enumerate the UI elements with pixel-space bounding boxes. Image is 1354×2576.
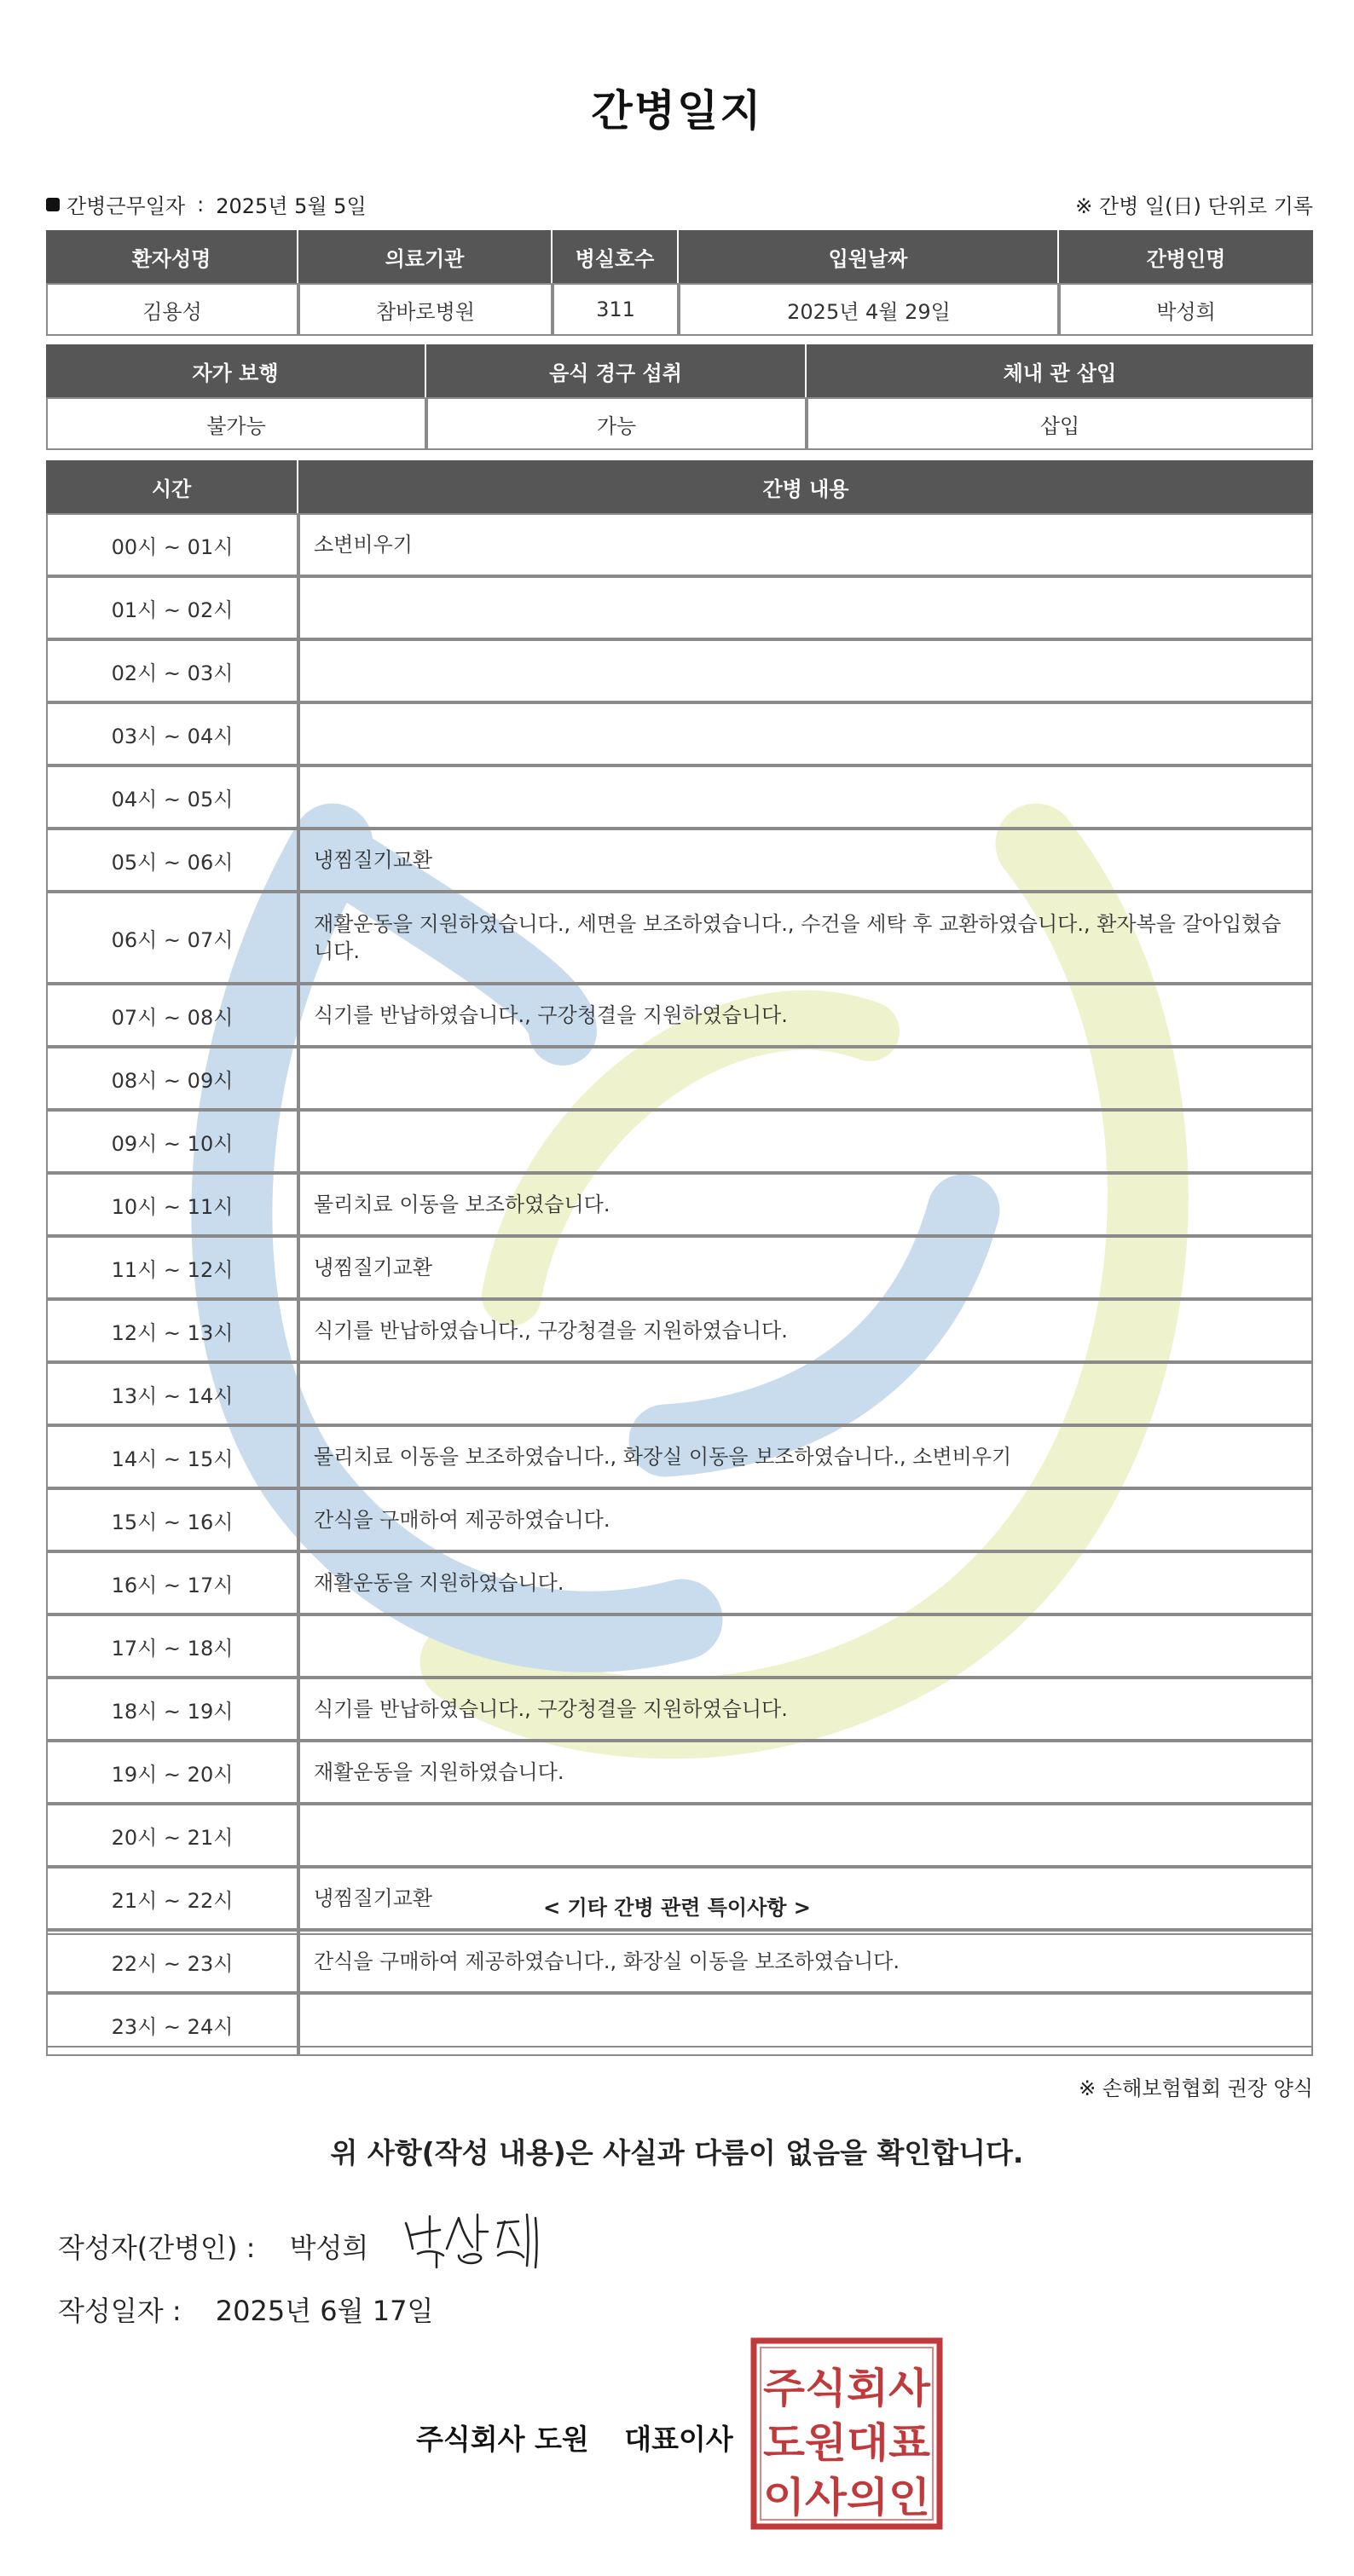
time-slot: 20시 ~ 21시 (46, 1804, 298, 1867)
duty-date-label: 간병근무일자 (67, 194, 186, 218)
table-row (46, 1362, 1313, 1425)
page-title: 간병일지 (591, 86, 763, 136)
header-oral-intake: 음식 경구 섭취 (426, 344, 807, 397)
oral-intake-value: 가능 (426, 397, 807, 450)
care-content (298, 576, 1313, 639)
care-log-body (46, 513, 1313, 2056)
time-slot: 18시 ~ 19시 (46, 1678, 298, 1741)
care-content (298, 1362, 1313, 1425)
table-row (46, 513, 1313, 576)
svg-text:주식회사: 주식회사 (763, 2365, 931, 2412)
table-row (46, 1741, 1313, 1804)
header-time: 시간 (46, 460, 298, 513)
time-slot: 19시 ~ 20시 (46, 1741, 298, 1804)
care-content: 식기를 반납하였습니다., 구강청결을 지원하였습니다. (298, 1678, 1313, 1741)
writer-label: 작성자(간병인) : (58, 2232, 256, 2264)
table-row (46, 1425, 1313, 1488)
time-slot: 16시 ~ 17시 (46, 1551, 298, 1614)
duty-date-separator: : (197, 192, 205, 217)
time-slot: 11시 ~ 12시 (46, 1236, 298, 1299)
time-slot: 03시 ~ 04시 (46, 702, 298, 765)
company-role: 대표이사 (624, 2423, 733, 2456)
care-content (298, 639, 1313, 702)
svg-text:이사의인: 이사의인 (763, 2474, 930, 2521)
handwritten-signature (399, 2206, 561, 2274)
confirmation-statement: 위 사항(작성 내용)은 사실과 다름이 없음을 확인합니다. (330, 2136, 1024, 2169)
table-row (46, 576, 1313, 639)
care-content: 소변비우기 (298, 513, 1313, 576)
time-slot: 05시 ~ 06시 (46, 829, 298, 892)
care-content (298, 1110, 1313, 1173)
table-row (46, 765, 1313, 829)
care-content: 물리치료 이동을 보조하였습니다. (298, 1173, 1313, 1236)
care-content: 냉찜질기교환 (298, 829, 1313, 892)
care-log-table (46, 460, 1313, 2056)
duty-date-row (46, 189, 367, 219)
care-content: 재활운동을 지원하였습니다., 세면을 보조하였습니다., 수건을 세탁 후 교환하였습니다., 환자복을 갈아입혔습니다. (298, 892, 1313, 984)
company-seal-stamp (750, 2337, 943, 2530)
care-content: 냉찜질기교환 (298, 1867, 1313, 1930)
time-slot: 14시 ~ 15시 (46, 1425, 298, 1488)
table-row (46, 1110, 1313, 1173)
tube-insertion-value: 삽입 (807, 397, 1313, 450)
record-unit-note: ※ 간병 일(日) 단위로 기록 (1075, 194, 1313, 218)
time-slot: 04시 ~ 05시 (46, 765, 298, 829)
table-row (46, 1678, 1313, 1741)
company-name: 주식회사 도원 (416, 2423, 589, 2456)
time-slot: 13시 ~ 14시 (46, 1362, 298, 1425)
write-date-row (58, 2290, 433, 2329)
time-slot: 00시 ~ 01시 (46, 513, 298, 576)
svg-text:도원대표: 도원대표 (763, 2419, 931, 2467)
care-content: 간식을 구매하여 제공하였습니다., 화장실 이동을 보조하였습니다. (298, 1930, 1313, 1993)
patient-status-table (46, 344, 1313, 450)
care-content (298, 1804, 1313, 1867)
time-slot: 10시 ~ 11시 (46, 1173, 298, 1236)
header-hospital: 의료기관 (298, 230, 553, 283)
time-slot: 02시 ~ 03시 (46, 639, 298, 702)
status-header-row (46, 344, 1313, 397)
table-row (46, 1236, 1313, 1299)
care-content: 재활운동을 지원하였습니다. (298, 1551, 1313, 1614)
table-row (46, 1551, 1313, 1614)
time-slot: 01시 ~ 02시 (46, 576, 298, 639)
header-care-content: 간병 내용 (298, 460, 1313, 513)
header-room-number: 병실호수 (553, 230, 679, 283)
walking-value: 불가능 (46, 397, 426, 450)
recommended-form-note: ※ 손해보험협회 권장 양식 (1079, 2076, 1313, 2100)
write-date-value: 2025년 6월 17일 (215, 2295, 434, 2327)
square-bullet-icon (46, 198, 60, 211)
write-date-label: 작성일자 : (58, 2295, 182, 2327)
table-row (46, 892, 1313, 984)
patient-value-row (46, 283, 1313, 336)
header-tube-insertion: 체내 관 삽입 (807, 344, 1313, 397)
header-caregiver-name: 간병인명 (1059, 230, 1313, 283)
table-row (46, 1173, 1313, 1236)
table-row (46, 1488, 1313, 1551)
care-content: 식기를 반납하였습니다., 구강청결을 지원하였습니다. (298, 984, 1313, 1047)
table-row (46, 702, 1313, 765)
company-signature-line (416, 2417, 733, 2458)
special-notes-box (46, 1933, 1313, 2048)
status-value-row (46, 397, 1313, 450)
care-content: 냉찜질기교환 (298, 1236, 1313, 1299)
patient-name: 김용성 (46, 283, 298, 336)
time-slot: 06시 ~ 07시 (46, 892, 298, 984)
care-content: 재활운동을 지원하였습니다. (298, 1741, 1313, 1804)
hospital-name: 참바로병원 (298, 283, 553, 336)
special-notes-title: < 기타 간병 관련 특이사항 > (543, 1896, 811, 1920)
care-content (298, 1047, 1313, 1110)
patient-header-row (46, 230, 1313, 283)
room-number: 311 (553, 283, 679, 336)
time-slot: 23시 ~ 24시 (46, 1993, 298, 2056)
time-slot: 12시 ~ 13시 (46, 1299, 298, 1362)
time-slot: 08시 ~ 09시 (46, 1047, 298, 1110)
time-slot: 22시 ~ 23시 (46, 1930, 298, 1993)
care-header-row (46, 460, 1313, 513)
table-row (46, 829, 1313, 892)
writer-row (58, 2227, 368, 2266)
header-walking: 자가 보행 (46, 344, 426, 397)
header-admission-date: 입원날짜 (679, 230, 1059, 283)
time-slot: 09시 ~ 10시 (46, 1110, 298, 1173)
table-row (46, 1299, 1313, 1362)
admission-date: 2025년 4월 29일 (679, 283, 1059, 336)
time-slot: 15시 ~ 16시 (46, 1488, 298, 1551)
time-slot: 21시 ~ 22시 (46, 1867, 298, 1930)
table-row (46, 1614, 1313, 1678)
table-row (46, 984, 1313, 1047)
time-slot: 07시 ~ 08시 (46, 984, 298, 1047)
table-row (46, 1804, 1313, 1867)
care-content: 식기를 반납하였습니다., 구강청결을 지원하였습니다. (298, 1299, 1313, 1362)
care-content (298, 1614, 1313, 1678)
care-content (298, 702, 1313, 765)
duty-date-value: 2025년 5월 5일 (216, 194, 367, 218)
care-content (298, 765, 1313, 829)
patient-info-table (46, 230, 1313, 336)
header-patient-name: 환자성명 (46, 230, 298, 283)
table-row (46, 1047, 1313, 1110)
time-slot: 17시 ~ 18시 (46, 1614, 298, 1678)
caregiver-name: 박성희 (1059, 283, 1313, 336)
care-content: 물리치료 이동을 보조하였습니다., 화장실 이동을 보조하였습니다., 소변비우기 (298, 1425, 1313, 1488)
writer-name: 박성희 (289, 2232, 369, 2264)
table-row (46, 639, 1313, 702)
care-content: 간식을 구매하여 제공하였습니다. (298, 1488, 1313, 1551)
